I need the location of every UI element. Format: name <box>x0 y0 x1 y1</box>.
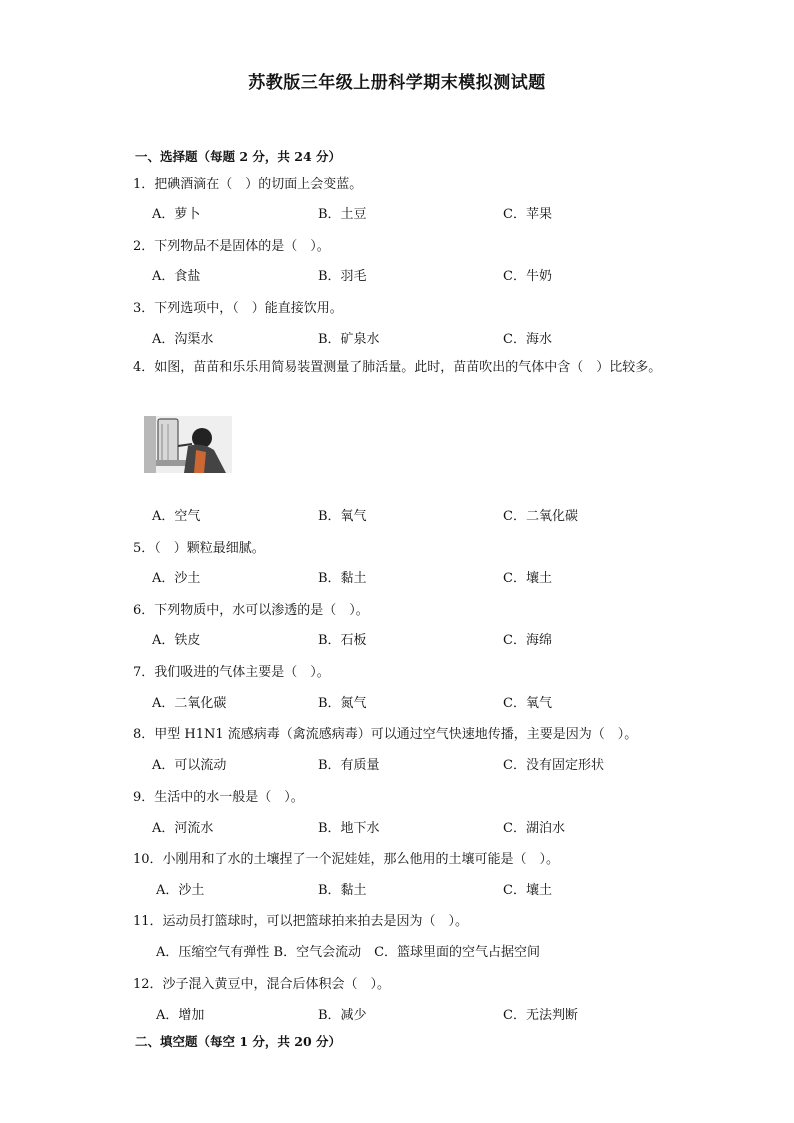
q6-option-a: A．铁皮 <box>152 633 201 648</box>
page-title: 苏教版三年级上册科学期末模拟测试题 <box>248 73 546 93</box>
q10-option-c: C．壤土 <box>503 883 552 898</box>
q11-options: A．压缩空气有弹性 B．空气会流动 C．篮球里面的空气占据空间 <box>156 945 541 960</box>
q1-option-a: A．萝卜 <box>152 207 201 222</box>
q1-option-b: B．土豆 <box>318 207 367 222</box>
q4-option-a: A．空气 <box>152 509 201 524</box>
question-1: 1．把碘酒滴在（ ）的切面上会变蓝。 <box>133 177 363 192</box>
section-heading-choice: 一、选择题（每题 2 分，共 24 分） <box>135 149 342 164</box>
q3-option-a: A．沟渠水 <box>152 332 214 347</box>
question-4: 4．如图，苗苗和乐乐用简易装置测量了肺活量。此时，苗苗吹出的气体中含（ ）比较多。 <box>133 360 662 375</box>
question-12: 12．沙子混入黄豆中，混合后体积会（ ）。 <box>133 977 391 992</box>
q2-option-a: A．食盐 <box>152 269 201 284</box>
q2-option-b: B．羽毛 <box>318 269 367 284</box>
q12-option-c: C．无法判断 <box>503 1008 578 1023</box>
q4-option-b: B．氧气 <box>318 509 367 524</box>
q3-option-c: C．海水 <box>503 332 552 347</box>
q9-option-a: A．河流水 <box>152 821 214 836</box>
q5-option-b: B．黏土 <box>318 571 367 586</box>
q5-option-c: C．壤土 <box>503 571 552 586</box>
question-11: 11．运动员打篮球时，可以把篮球拍来拍去是因为（ ）。 <box>133 914 469 929</box>
question-3: 3．下列选项中，（ ）能直接饮用。 <box>133 301 343 316</box>
q10-option-a: A．沙土 <box>156 883 205 898</box>
q8-option-b: B．有质量 <box>318 758 380 773</box>
question-2: 2．下列物品不是固体的是（ ）。 <box>133 239 330 254</box>
q4-option-c: C．二氧化碳 <box>503 509 578 524</box>
question-5: 5．（ ）颗粒最细腻。 <box>133 541 265 556</box>
q6-option-b: B．石板 <box>318 633 367 648</box>
section-heading-fill-blank: 二、填空题（每空 1 分，共 20 分） <box>135 1034 342 1049</box>
q5-option-a: A．沙土 <box>152 571 201 586</box>
question-7: 7．我们吸进的气体主要是（ ）。 <box>133 665 330 680</box>
q10-option-b: B．黏土 <box>318 883 367 898</box>
question-10: 10．小刚用和了水的土壤捏了一个泥娃娃，那么他用的土壤可能是（ ）。 <box>133 852 560 867</box>
question-6: 6．下列物质中，水可以渗透的是（ ）。 <box>133 603 369 618</box>
q12-option-a: A．增加 <box>156 1008 205 1023</box>
lung-capacity-photo <box>144 416 232 473</box>
q8-option-c: C．没有固定形状 <box>503 758 604 773</box>
q8-option-a: A．可以流动 <box>152 758 227 773</box>
q6-option-c: C．海绵 <box>503 633 552 648</box>
q7-option-b: B．氮气 <box>318 696 367 711</box>
q9-option-b: B．地下水 <box>318 821 380 836</box>
question-8: 8．甲型 H1N1 流感病毒（禽流感病毒）可以通过空气快速地传播，主要是因为（ ）。 <box>133 727 638 742</box>
q9-option-c: C．湖泊水 <box>503 821 565 836</box>
q7-option-c: C．氧气 <box>503 696 552 711</box>
q3-option-b: B．矿泉水 <box>318 332 380 347</box>
q7-option-a: A．二氧化碳 <box>152 696 227 711</box>
question-9: 9．生活中的水一般是（ ）。 <box>133 790 304 805</box>
q1-option-c: C．苹果 <box>503 207 552 222</box>
q2-option-c: C．牛奶 <box>503 269 552 284</box>
q12-option-b: B．减少 <box>318 1008 367 1023</box>
